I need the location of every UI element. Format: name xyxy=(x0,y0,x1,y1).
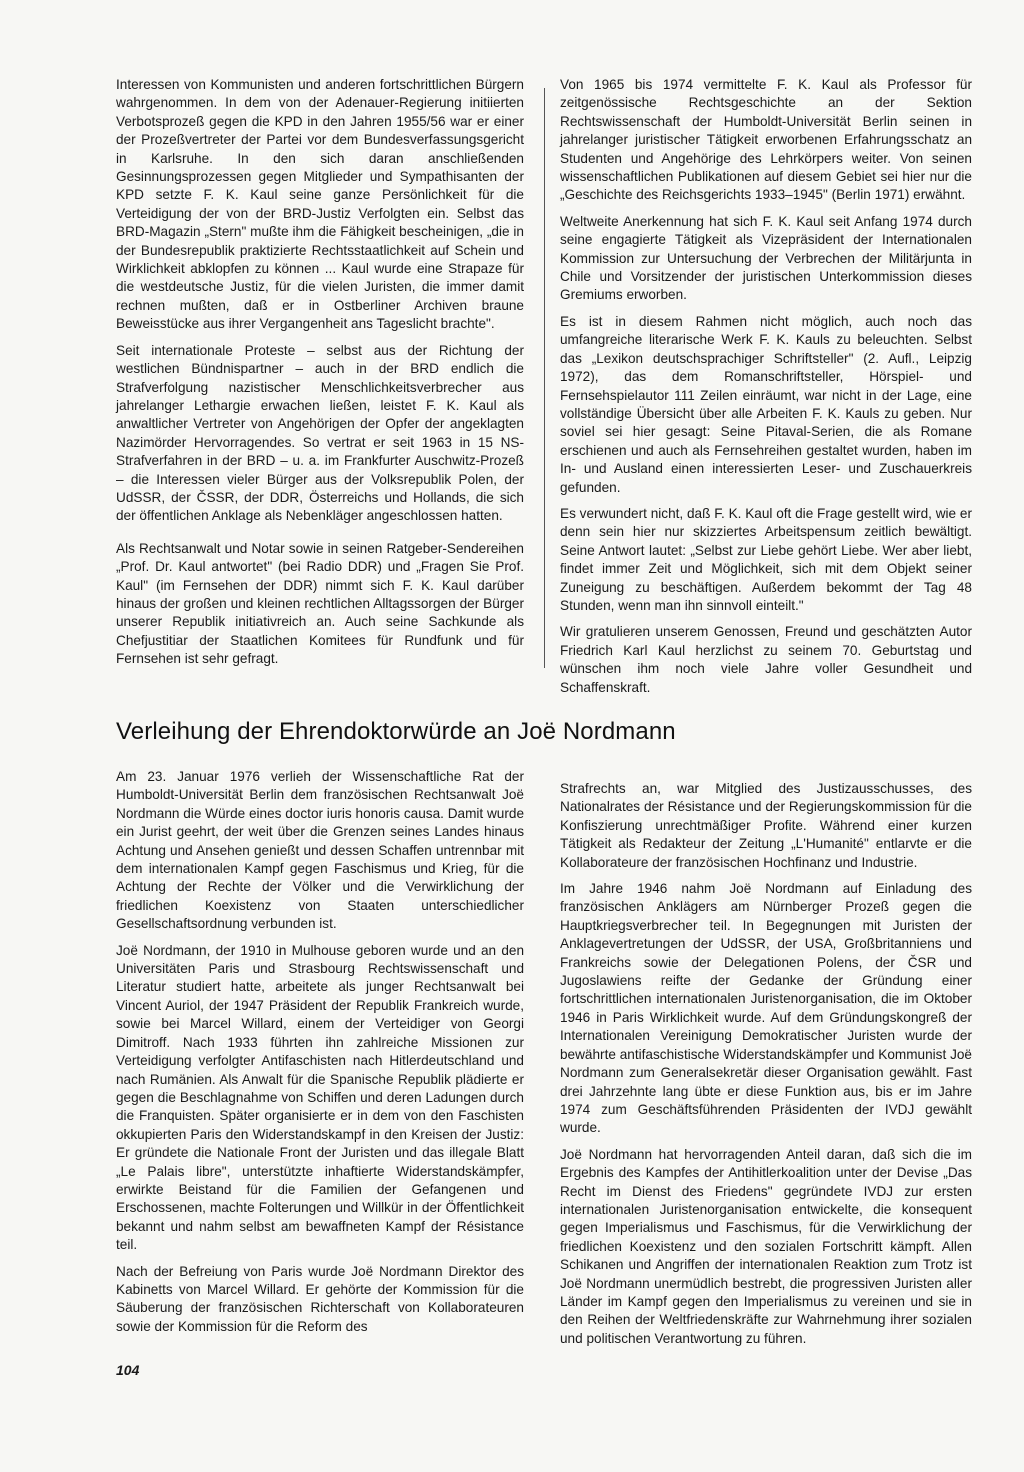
paragraph: Von 1965 bis 1974 vermittelte F. K. Kaul als Professor für zeitgenössische Rechtsgeschichte an der Sektion Rechtswissenschaft der Humboldt-Universität Berlin seinen in jahrelanger juristischer Tätigkeit erworbenen Erfahrungsschatz an Studenten und Angehörige des Lehrkörpers weiter. Von seinen wissenschaftlichen Publikationen auf diesem Gebiet sei hier nur die „Geschichte des Reichsgerichts 1933–1945" (Berlin 1971) erwähnt. xyxy=(560,77,972,203)
paragraph: Es ist in diesem Rahmen nicht möglich, auch noch das umfangreiche literarische Werk F. K. Kauls zu beleuchten. Selbst das „Lexikon deutschsprachiger Schriftsteller" (2. Aufl., Leipzig 1972), das dem Romanschriftsteller, Hörspiel- und Fernsehspielautor 111 Zeilen einräumt, war nicht in der Lage, eine vollständige Übersicht über alle Arbeiten F. K. Kauls zu geben. Nur soviel sei hier gesagt: Seine Pitaval-Serien, die als Romane erschienen und auch als Fernsehreihen gestaltet wurden, haben im In- und Ausland einen interessierten Leser- und Zuschauerkreis gefunden. xyxy=(560,313,972,495)
paragraph: Im Jahre 1946 nahm Joë Nordmann auf Einladung des französischen Anklägers am Nürnberger Prozeß gegen die Hauptkriegsverbrecher teil. In Begegnungen mit Juristen der Anklagevertretungen der UdSSR, der USA, Großbritanniens und Frankreichs sowie der Delegationen Polens, der ČSR und Jugoslawiens reifte der Gedanke der Gründung einer fortschrittlichen internationalen Juristenorganisation, die im Oktober 1946 in Paris Wirklichkeit wurde. Auf dem Gründungskongreß der Internationalen Vereinigung Demokratischer Juristen wurde der bewährte antifaschistische Widerstandskämpfer und Kommunist Joë Nordmann zum Generalsekretär dieser Organisation gewählt. Fast drei Jahrzehnte lang übte er diese Funktion aus, bis er im Jahre 1974 zum Geschäftsführenden Präsidenten der IVDJ gewählt wurde. xyxy=(560,881,972,1136)
paragraph: Wir gratulieren unserem Genossen, Freund und geschätzten Autor Friedrich Karl Kaul herzlichst zu seinem 70. Geburtstag und wünschen ihm noch viele Jahre voller Gesundheit und Schaffenskraft. xyxy=(560,624,972,695)
paragraph: Strafrechts an, war Mitglied des Justizausschusses, des Nationalrates der Résistance und der Regierungskommission für die Konfiszierung unrechtmäßiger Profite. Während einer kurzen Tätigkeit als Redakteur der Zeitung „L'Humanité" entlarvte er die Kollaborateure der französischen Hochfinanz und Industrie. xyxy=(560,781,972,870)
paragraph: Als Rechtsanwalt und Notar sowie in seinen Ratgeber-Sendereihen „Prof. Dr. Kaul antwortet" (bei Radio DDR) und „Fragen Sie Prof. Kaul" (im Fernsehen der DDR) nimmt sich F. K. Kaul darüber hinaus der großen und kleinen rechtlichen Alltagssorgen der Bürger unserer Republik initiativreich an. Auch seine Sachkunde als Chefjustitiar der Staatlichen Komitees für Rundfunk und für Fernsehen ist sehr gefragt. xyxy=(116,540,524,667)
paragraph: Nach der Befreiung von Paris wurde Joë Nordmann Direktor des Kabinetts von Marcel Willard. Er gehörte der Kommission für die Säuberung der französischen Richterschaft von Kollaborateuren sowie der Kommission für die Reform des xyxy=(116,1263,524,1334)
paragraph: Am 23. Januar 1976 verlieh der Wissenschaftliche Rat der Humboldt-Universität Berlin dem französischen Rechtsanwalt Joë Nordmann die Würde eines doctor iuris honoris causa. Damit wurde ein Jurist geehrt, der weit über die Grenzen seines Landes hinaus Achtung und Ansehen genießt und dessen Schaffen untrennbar mit dem internationalen Kampf gegen Faschismus und Krieg, für die Achtung der Rechte der Völker und die Verwirklichung der friedlichen Koexistenz von Staaten unterschiedlicher Gesellschaftsordnung verbunden ist. xyxy=(116,769,524,932)
nordmann-article-right-column xyxy=(560,768,972,1356)
page-number: 104 xyxy=(116,1362,140,1378)
kaul-article-left-column xyxy=(116,76,524,677)
kaul-article-right-column xyxy=(560,76,972,705)
paragraph: Joë Nordmann, der 1910 in Mulhouse geboren wurde und an den Universitäten Paris und Strasbourg Rechtswissenschaft und Literatur studiert hatte, arbeitete als junger Rechtsanwalt bei Vincent Auriol, der 1947 Präsident der Republik Frankreich wurde, sowie bei Marcel Willard, einem der Verteidiger von Georgi Dimitroff. Nach 1933 führten ihn zahlreiche Missionen zur Verteidigung verfolgter Antifaschisten nach Hitlerdeutschland und nach Rumänien. Als Anwalt für die Spanische Republik plädierte er gegen die Beschlagnahme von Schiffen und deren Ladungen durch die Franquisten. Später organisierte er in dem von den Faschisten okkupierten Paris den Widerstandskampf in den Kreisen der Justiz: Er gründete die Nationale Front der Juristen und das illegale Blatt „Le Palais libre", unterstützte inhaftierte Widerstandskämpfer, erwirkte Beistand für die Familien der Gefangenen und Erschossenen, machte Folterungen und Willkür in der Öffentlichkeit bekannt und nahm selbst am bewaffneten Kampf der Résistance teil. xyxy=(116,942,524,1253)
nordmann-article-left-column xyxy=(116,768,524,1344)
paragraph: Es verwundert nicht, daß F. K. Kaul oft die Frage gestellt wird, wie er denn sein hier nur skizziertes Arbeitspensum zeitlich bewältigt. Seine Antwort lautet: „Selbst zur Liebe gehört Liebe. Wer aber liebt, findet immer Zeit und Möglichkeit, sich mit dem Objekt seiner Zuneigung zu beschäftigen. Außerdem bekommt der Tag 48 Stunden, wenn man ihn sinnvoll einteilt." xyxy=(560,505,972,613)
paragraph: Interessen von Kommunisten und anderen fortschrittlichen Bürgern wahrgenommen. In dem von der Adenauer-Regierung initiierten Verbotsprozeß gegen die KPD in den Jahren 1955/56 war er einer der Prozeßvertreter der Partei vor dem Bundesverfassungsgericht in Karlsruhe. In den sich daran anschließenden Gesinnungsprozessen gegen Mitglieder und Sympathisanten der KPD setzte F. K. Kaul seine ganze Persönlichkeit für die Verteidigung der von der BRD-Justiz Verfolgten ein. Selbst das BRD-Magazin „Stern" mußte ihm die Fähigkeit bescheinigen, „die in der Bundesrepublik praktizierte Rechtsstaatlichkeit auf Schein und Wirklichkeit abklopfen zu können ... Kaul wurde eine Strapaze für die westdeutsche Justiz, für die vielen Juristen, die immer damit rechnen mußten, daß er in Ostberliner Archiven braune Beweisstücke aus ihrer Vergangenheit ans Tageslicht brachte". xyxy=(116,77,524,332)
article-headline: Verleihung der Ehrendoktorwürde an Joë Nordmann xyxy=(116,718,676,745)
paragraph: Seit internationale Proteste – selbst aus der Richtung der westlichen Bündnispartner – auch in der BRD endlich die Strafverfolgung nazistischer Menschlichkeitsverbrecher aus jahrelanger Lethargie erwachen ließen, leistet F. K. Kaul als anwaltlicher Vertreter von Angehörigen der Opfer der angeklagten Nazimörder Hervorragendes. So vertrat er seit 1963 in 15 NS-Strafverfahren in der BRD – u. a. im Frankfurter Auschwitz-Prozeß – die Interessen vieler Bürger aus der Volksrepublik Polen, der UdSSR, der ČSSR, der DDR, Österreichs und Hollands, die sich der öffentlichen Anklage als Nebenkläger angeschlossen hatten. xyxy=(116,342,524,524)
paragraph: Weltweite Anerkennung hat sich F. K. Kaul seit Anfang 1974 durch seine engagierte Tätigkeit als Vizepräsident der Internationalen Kommission zur Untersuchung der Verbrechen der Militärjunta in Chile und Vorsitzender der juristischen Unterkommission dieses Gremiums erworben. xyxy=(560,213,972,303)
column-divider xyxy=(544,88,545,668)
paragraph: Joë Nordmann hat hervorragenden Anteil daran, daß sich die im Ergebnis des Kampfes der Antihitlerkoalition unter der Devise „Das Recht im Dienst des Friedens" gegründete IVDJ zur ersten internationalen Juristenorganisation entwickelte, die konsequent gegen Imperialismus und Faschismus, für die Verwirklichung der friedlichen Koexistenz und den sozialen Fortschritt kämpft. Allen Schikanen und Angriffen der internationalen Reaktion zum Trotz ist Joë Nordmann unermüdlich bestrebt, die progressiven Juristen aller Länder im Kampf gegen den Imperialismus zu vereinen und sie in den Reihen der Weltfriedenskräfte zur Wahrnehmung ihrer sozialen und politischen Verantwortung zu führen. xyxy=(560,1146,972,1346)
